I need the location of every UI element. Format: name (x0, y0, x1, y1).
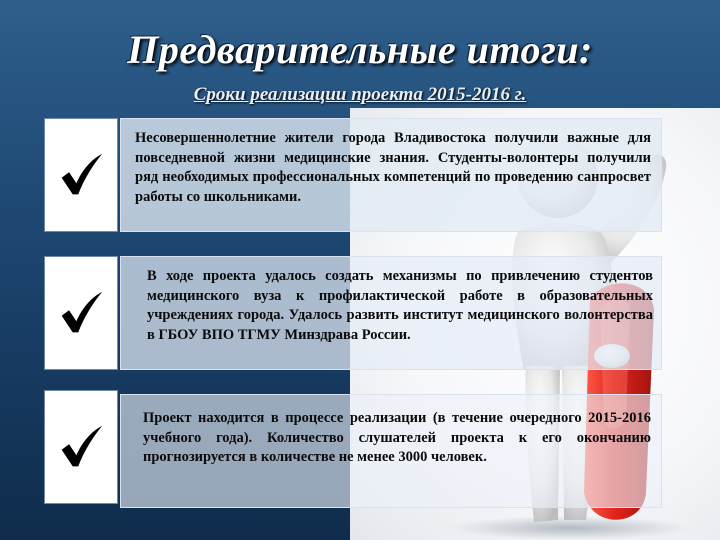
checkbox-3 (44, 390, 118, 504)
result-text-2: В ходе проекта удалось создать механизмы по привлечению студентов медицинского вуза к профилактической работе в образовательных учреждениях города. Удалось развить институт медицинского волонтерства в ГБОУ ВПО ТГМУ Минздрава России. (120, 256, 662, 370)
slide-title: Предварительные итоги: (127, 27, 593, 72)
checkmark-icon (58, 424, 104, 470)
slide-subtitle: Сроки реализации проекта 2015-2016 г. (193, 84, 527, 105)
checkmark-icon (58, 290, 104, 336)
checkmark-icon (58, 152, 104, 198)
result-text-3: Проект находится в процессе реализации (в течение очередного 2015-2016 учебного года). Количество слушателей проекта к его окончанию прогнозируется в количестве не менее 3000 человек. (120, 394, 662, 508)
result-text-1: Несовершеннолетние жители города Владивостока получили важные для повседневной жизни медицинские знания. Студенты-волонтеры получили ряд необходимых профессиональных компетенций по проведению санпросвет работы со школьниками. (120, 118, 662, 232)
checkbox-2 (44, 256, 118, 370)
checkbox-1 (44, 118, 118, 232)
